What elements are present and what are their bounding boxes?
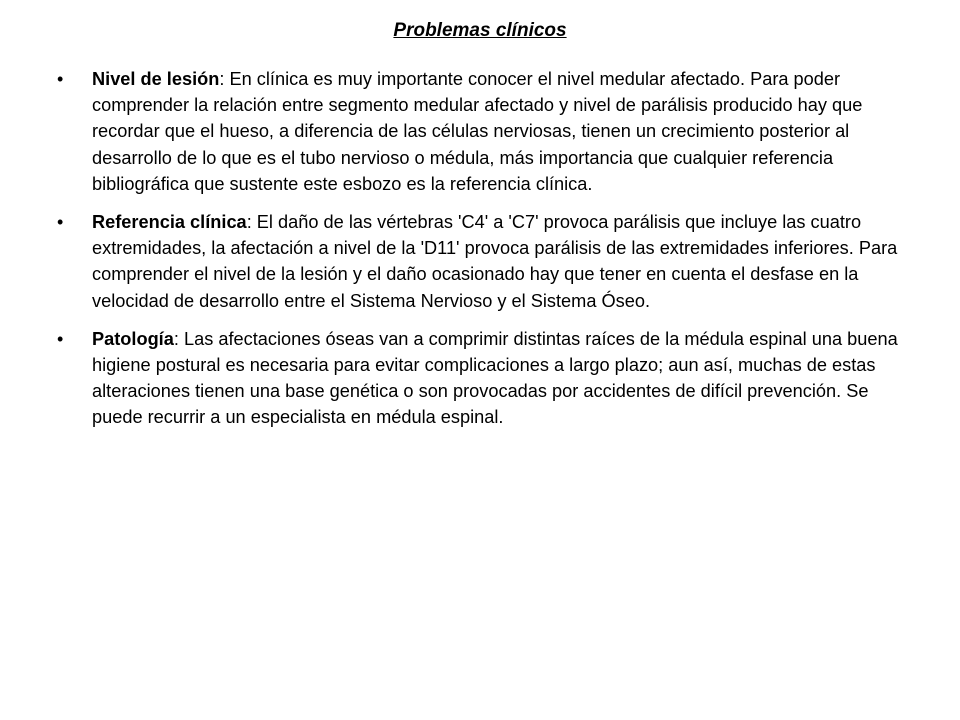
item-term: Nivel de lesión (92, 69, 220, 89)
list-item (56, 326, 918, 431)
item-term: Referencia clínica (92, 212, 247, 233)
item-term: Patología (92, 328, 174, 349)
bullet-list (56, 66, 918, 443)
page-title: Problemas clínicos (393, 20, 567, 41)
item-text: : En clínica es muy importante conocer el nivel medular afectado. Para poder comprender la relación entre segmento medular afectado y nivel de parálisis producido hay que recordar que el hueso, a diferencia de las células nerviosas, tienen un crecimiento posterior al desarrollo de lo que es el tubo nervioso o médula, más importancia que cualquier referencia bibliográfica que sustente este esbozo es la referencia clínica. (92, 69, 863, 194)
item-text: : El daño de las vértebras 'C4' a 'C7' provoca parálisis que incluye las cuatro extremidades, la afectación a nivel de la 'D11' provoca parálisis de las extremidades inferiores. Para comprender el nivel de la lesión y el daño ocasionado hay que tener en cuenta el desfase en la velocidad de desarrollo entre el Sistema Nervioso y el Sistema Óseo. (92, 212, 898, 311)
list-item (56, 209, 918, 314)
bullet-icon: • (57, 69, 64, 89)
bullet-icon: • (57, 328, 64, 349)
bullet-icon: • (57, 212, 64, 233)
item-text: : Las afectaciones óseas van a comprimir distintas raíces de la médula espinal una buena higiene postural es necesaria para evitar complicaciones a largo plazo; aun así, muchas de estas alteraciones tienen una base genética o son provocadas por accidentes de difícil prevención. Se puede recurrir a un especialista en médula espinal. (92, 328, 898, 428)
list-item (56, 66, 918, 197)
